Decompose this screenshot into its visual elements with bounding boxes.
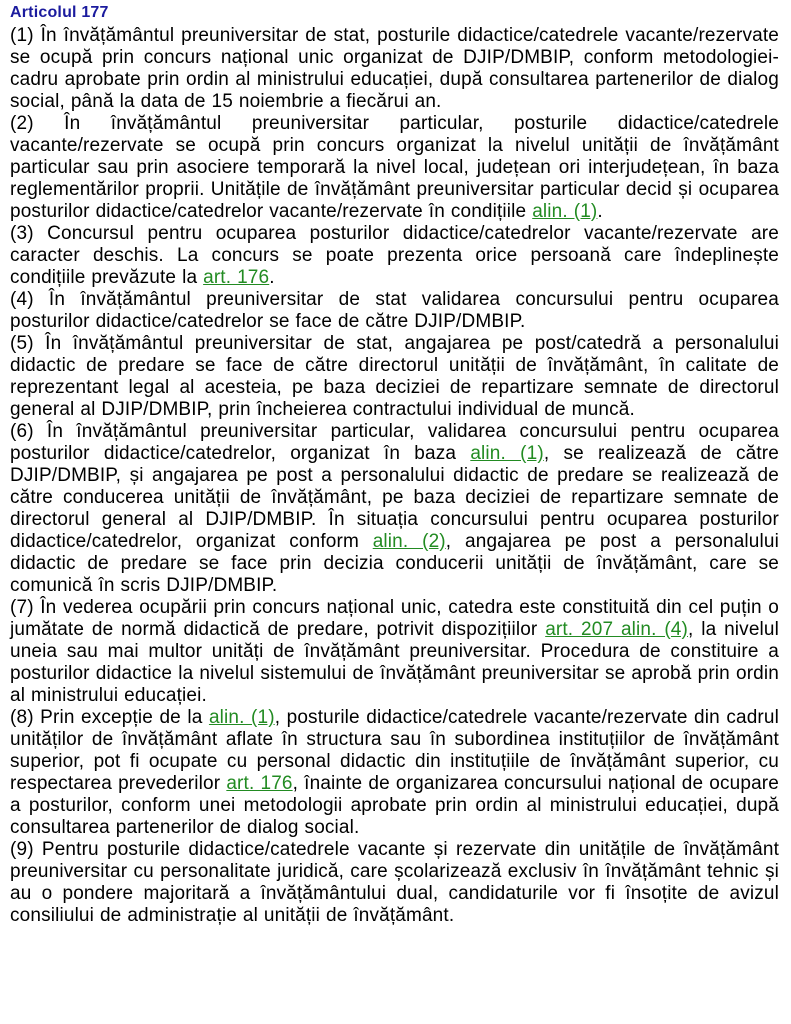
paragraph-7-text: (7) În vederea ocupării prin concurs național unic, catedra este constituită din cel puțin o jumătate de normă didactică de predare, potrivit dispozițiilor	[10, 597, 779, 640]
link-alin-2[interactable]: alin. (2)	[372, 531, 446, 552]
paragraph-9-text: (9) Pentru posturile didactice/catedrele vacante și rezervate din unitățile de învățământ preuniversitar cu personalitate juridică, care școlarizează exclusiv în învățământ tehnic și au o pondere majoritară a învățământului dual, candidaturile vor fi însoțite de avizul consiliului de administrație al unității de învățământ.	[10, 839, 779, 926]
paragraph-6-text: (6) În învățământul preuniversitar particular, validarea concursului pentru ocuparea posturilor didactice/catedrelor, organizat în baza	[10, 421, 779, 464]
paragraph-7	[10, 597, 779, 707]
link-art-176[interactable]: art. 176	[203, 267, 270, 288]
link-alin-1[interactable]: alin. (1)	[470, 443, 544, 464]
paragraph-1-text: (1) În învățământul preuniversitar de stat, posturile didactice/catedrele vacante/rezervate se ocupă prin concurs național unic organizat de DJIP/DMBIP, conform metodologiei-cadru aprobate prin ordin al ministrului educației, după consultarea partenerilor de dialog social, până la data de 15 noiembrie a fiecărui an.	[10, 25, 779, 112]
paragraph-5	[10, 333, 779, 421]
paragraph-1	[10, 25, 779, 113]
paragraph-2	[10, 113, 779, 223]
paragraph-6-text-mid: , se realizează de către DJIP/DMBIP, și angajarea pe post a personalului didactic de predare se realizează de către conducerea unității de învățământ, pe baza deciziei de repartizare semnate de directorul general al DJIP/DMBIP. În situația concursului pentru ocuparea posturilor didactice/catedrelor, organizat conform	[10, 443, 779, 552]
link-art-207-alin-4[interactable]: art. 207 alin. (4)	[545, 619, 689, 640]
link-art-176[interactable]: art. 176	[226, 773, 293, 794]
paragraph-3-text-end: .	[269, 267, 275, 288]
paragraph-6-text-end: , angajarea pe post a personalului didactic de predare se face prin decizia conducerii unității de învățământ, care se comunică în scris DJIP/DMBIP.	[10, 531, 779, 596]
paragraph-2-text: (2) În învățământul preuniversitar particular, posturile didactice/catedrele vacante/rezervate se ocupă prin concurs organizat la nivelul unității de învățământ particular sau prin asociere temporară la nivel local, județean ori interjudețean, în baza reglementărilor proprii. Unitățile de învățământ preuniversitar particular decid și ocuparea posturilor didactice/catedrelor vacante/rezervate în condițiile	[10, 113, 779, 222]
paragraph-7-text-end: , la nivelul uneia sau mai multor unități de învățământ preuniversitar. Procedura de constituire a posturilor didactice la nivelul sistemului de învățământ preuniversitar se aprobă prin ordin al ministrului educației.	[10, 619, 780, 706]
article-title: Articolul 177	[10, 4, 109, 21]
paragraph-4-text: (4) În învățământul preuniversitar de stat validarea concursului pentru ocuparea posturilor didactice/catedrelor se face de către DJIP/DMBIP.	[10, 289, 779, 332]
link-alin-1[interactable]: alin. (1)	[208, 707, 275, 728]
paragraph-5-text: (5) În învățământul preuniversitar de stat, angajarea pe post/catedră a personalului didactic de predare se face de către directorul unității de învățământ, în calitate de reprezentant legal al acesteia, pe baza deciziei de repartizare semnate de directorul general al DJIP/DMBIP, prin încheierea contractului individual de muncă.	[10, 333, 779, 420]
paragraph-2-text-end: .	[597, 201, 603, 222]
paragraph-8-text: (8) Prin excepție de la	[10, 707, 209, 728]
paragraph-8-text-end: , înainte de organizarea concursului național de ocupare a posturilor, conform unei metodologii aprobate prin ordin al ministrului educației, după consultarea partenerilor de dialog social.	[10, 773, 779, 838]
paragraph-3-text: (3) Concursul pentru ocuparea posturilor didactice/catedrelor vacante/rezervate are caracter deschis. La concurs se poate prezenta orice persoană care îndeplinește condițiile prevăzute la	[10, 223, 779, 288]
paragraph-3	[10, 223, 779, 289]
paragraph-8	[10, 707, 779, 839]
paragraph-8-text-mid: , posturile didactice/catedrele vacante/rezervate din cadrul unităților de învățământ aflate în structura sau în subordinea instituțiilor de învățământ superior, pot fi ocupate cu personal didactic din instituțiile de învățământ superior, cu respectarea prevederilor	[10, 707, 779, 794]
link-alin-1[interactable]: alin. (1)	[532, 201, 598, 222]
paragraph-4	[10, 289, 779, 333]
paragraph-6	[10, 421, 779, 597]
paragraph-9	[10, 839, 779, 927]
